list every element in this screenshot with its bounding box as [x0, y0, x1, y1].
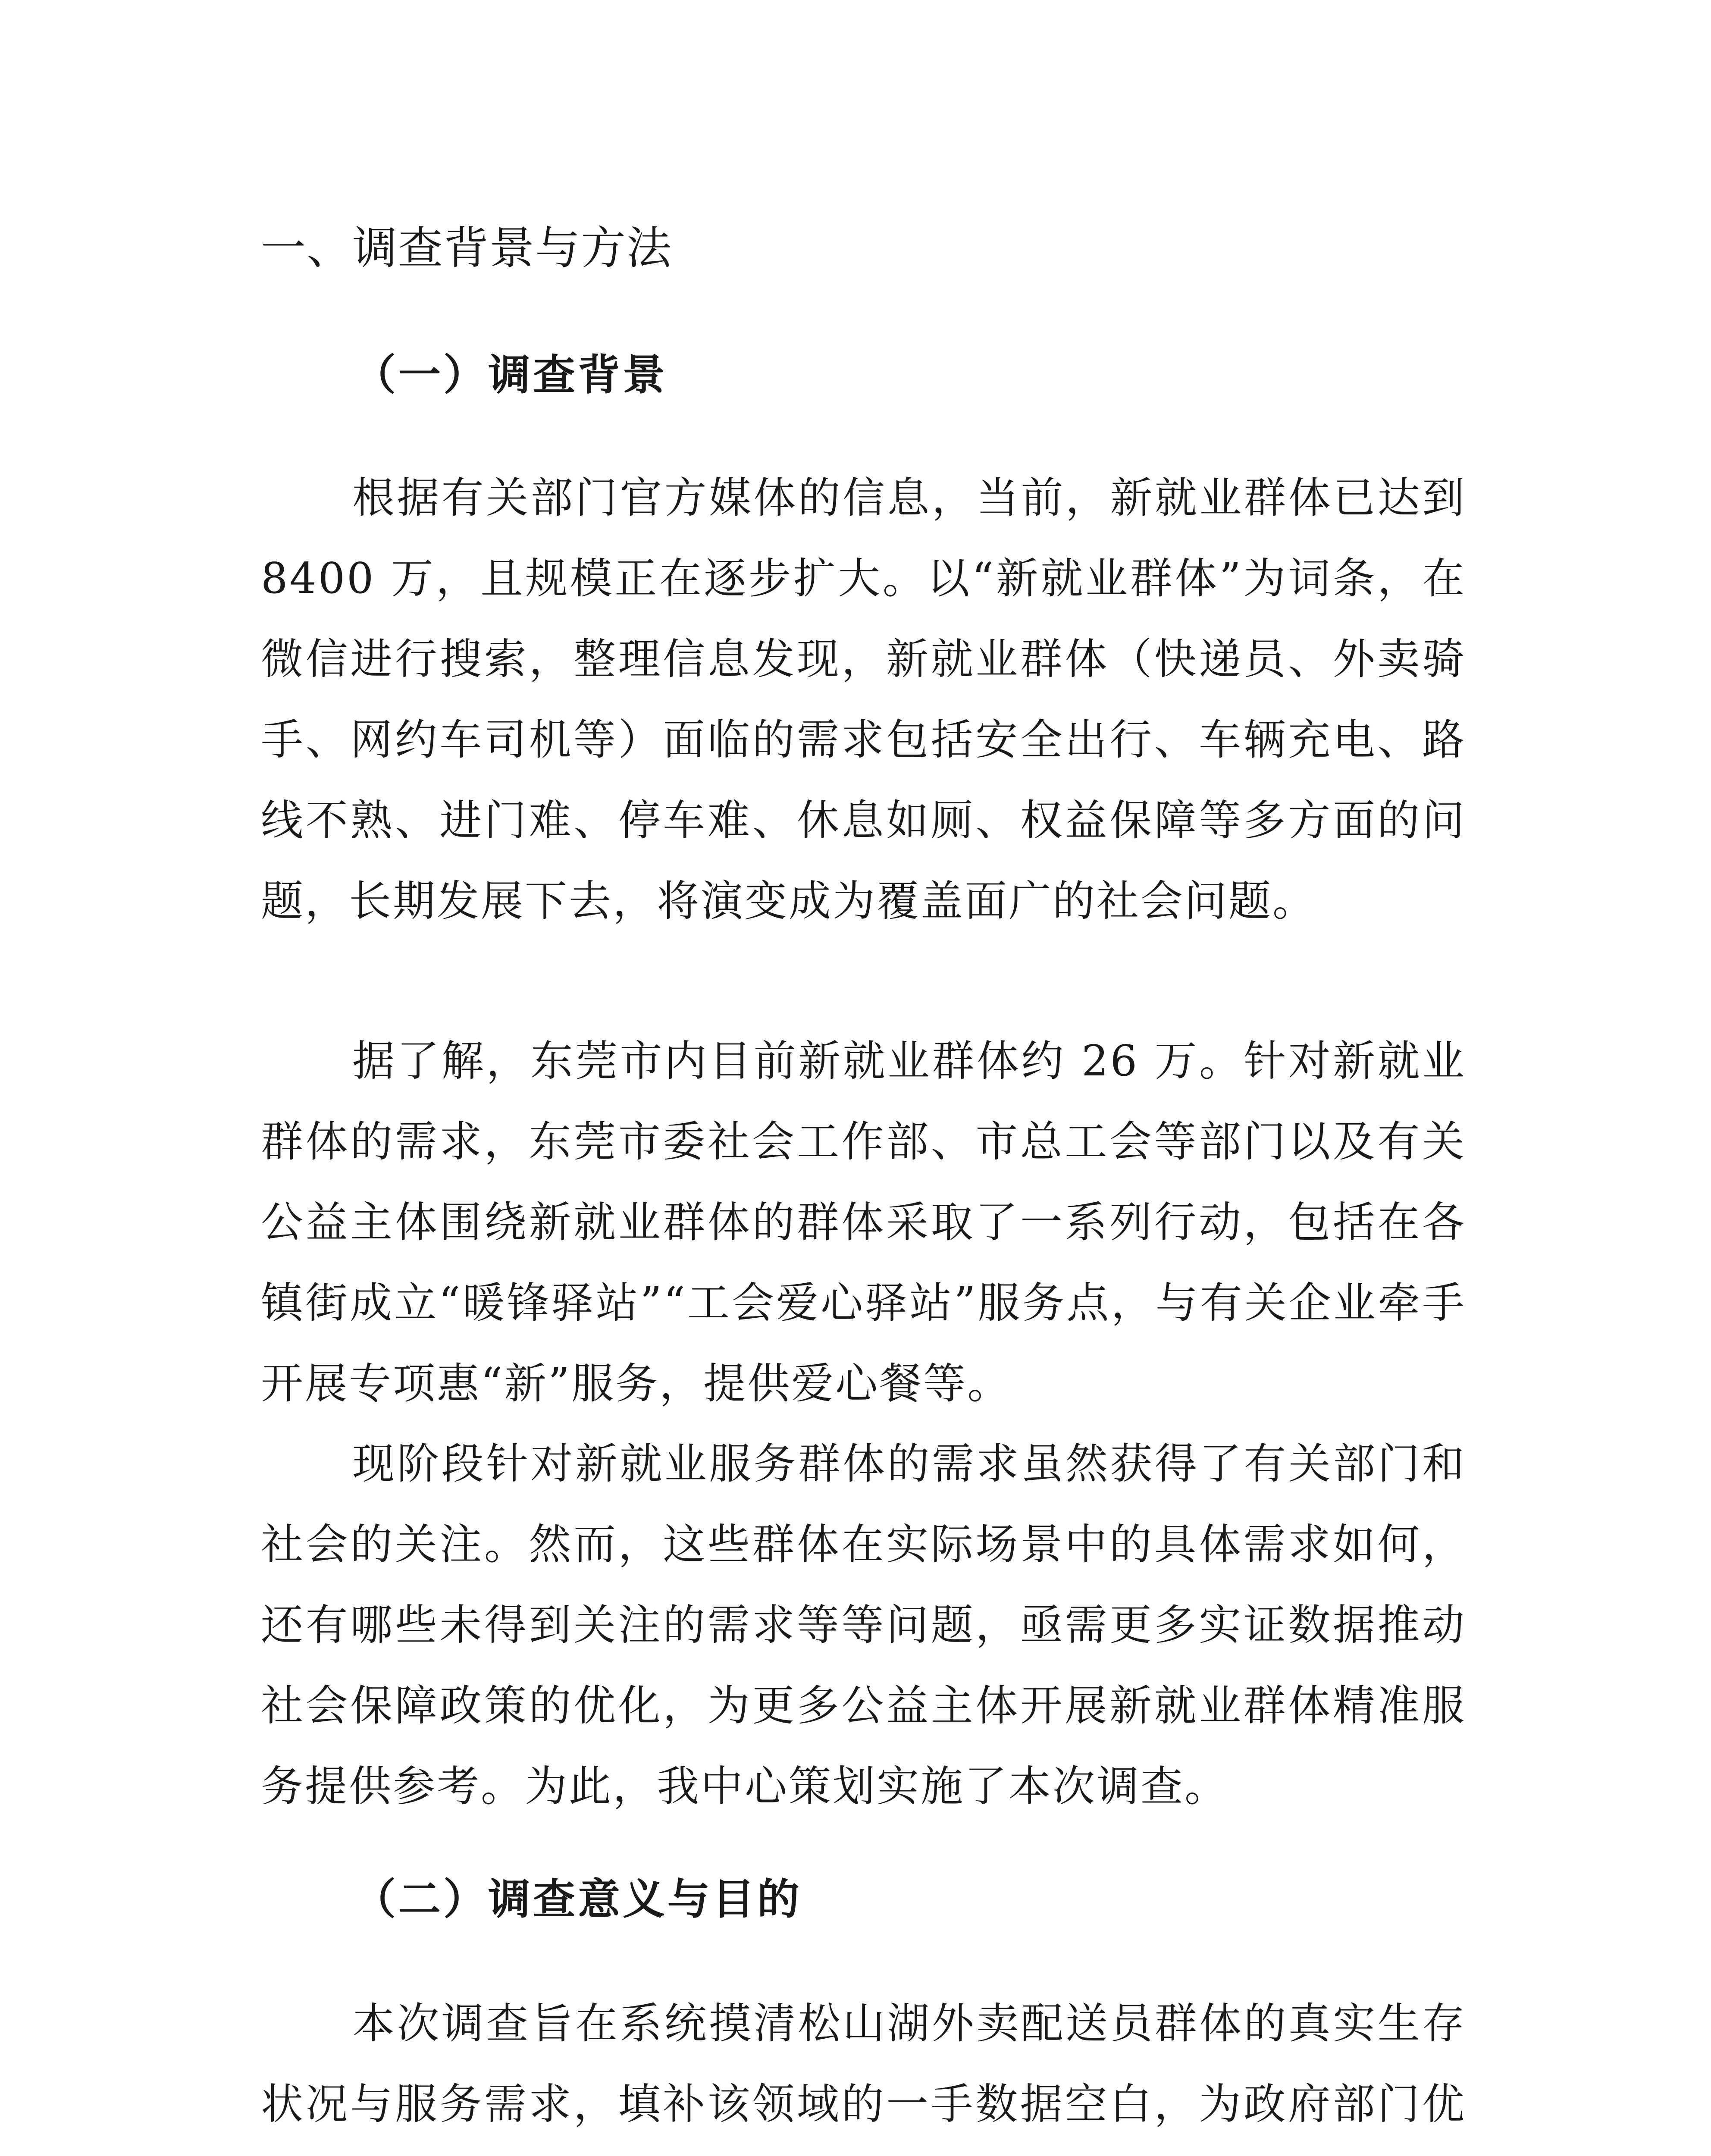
- paragraph: 据了解，东莞市内目前新就业群体约 26 万。针对新就业群体的需求，东莞市委社会工作部、市总工会等部门以及有关公益主体围绕新就业群体的群体采取了一系列行动，包括在各镇街成立“暖锋驿站”“工会爱心驿站”服务点，与有关企业牵手开展专项惠“新”服务，提供爱心餐等。: [261, 1037, 1466, 1408]
- section-title: 一、调查背景与方法: [261, 222, 673, 274]
- paragraph: 根据有关部门官方媒体的信息，当前，新就业群体已达到 8400 万，且规模正在逐步扩大。以“新就业群体”为词条，在微信进行搜索，整理信息发现，新就业群体（快递员、外卖骑手、网约车司机等）面临的需求包括安全出行、车辆充电、路线不熟、进门难、停车难、休息如厕、权益保障等多方面的问题，长期发展下去，将演变成为覆盖面广的社会问题。: [261, 473, 1466, 926]
- subsection-title-purpose: （二）调查意义与目的: [354, 1875, 802, 1924]
- paragraph: 现阶段针对新就业服务群体的需求虽然获得了有关部门和社会的关注。然而，这些群体在实际场景中的具体需求如何，还有哪些未得到关注的需求等等问题，亟需更多实证数据推动社会保障政策的优化，为更多公益主体开展新就业群体精准服务提供参考。为此，我中心策划实施了本次调查。: [261, 1439, 1466, 1811]
- paragraph: 本次调查旨在系统摸清松山湖外卖配送员群体的真实生存状况与服务需求，填补该领域的一手数据空白，为政府部门优: [261, 1999, 1466, 2129]
- subsection-title-background: （一）调查背景: [354, 351, 668, 400]
